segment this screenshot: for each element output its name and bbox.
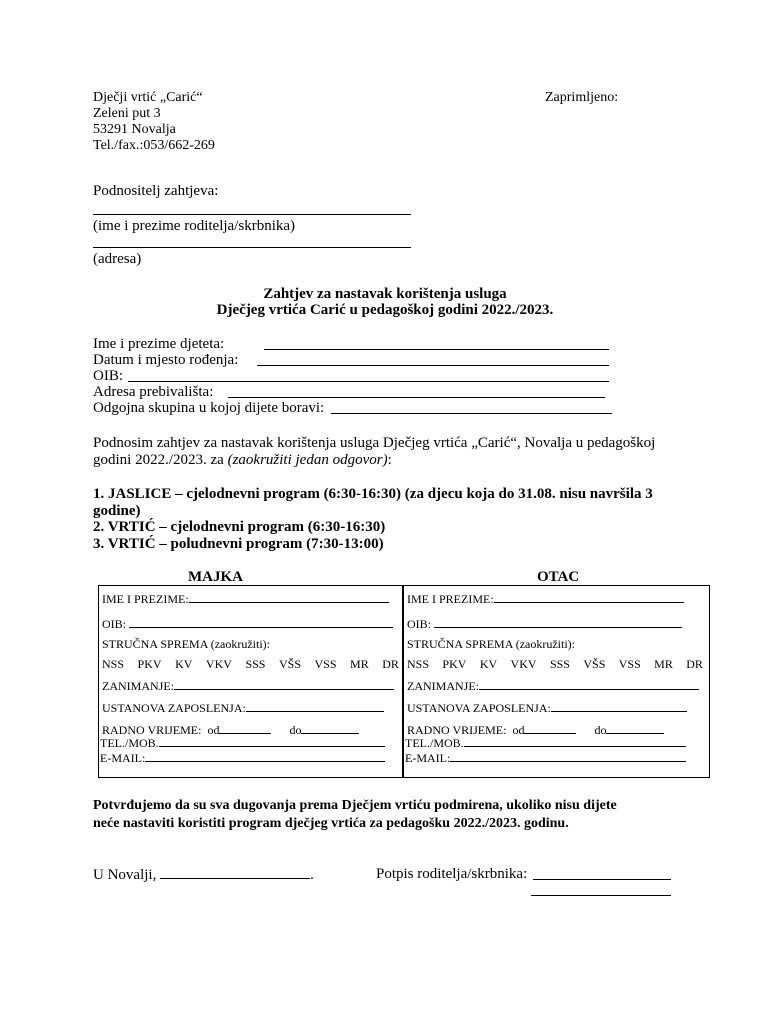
confirmation-line1: Potvrđujemo da su sva dugovanja prema Dječjem vrtiću podmirena, ukoliko nisu dijete (93, 798, 617, 813)
edu-option[interactable]: VSS (618, 657, 641, 671)
applicant-name-line[interactable] (93, 214, 411, 215)
applicant-address-line[interactable] (93, 247, 411, 248)
edu-option[interactable]: MR (654, 657, 673, 671)
mother-heading: MAJKA (188, 569, 243, 585)
father-email[interactable]: E-MAIL: (405, 750, 686, 765)
mother-phone[interactable]: TEL./MOB. (100, 735, 385, 750)
institution-name: Dječji vrtić „Carić“ (93, 90, 203, 105)
applicant-address-hint: (adresa) (93, 251, 142, 267)
edu-option[interactable]: SSS (549, 657, 570, 671)
mother-occupation[interactable]: ZANIMANJE: (102, 678, 394, 693)
edu-option[interactable]: PKV (137, 657, 162, 671)
father-employer[interactable]: USTANOVA ZAPOSLENJA: (407, 700, 687, 715)
signature-label: Potpis roditelja/skrbnika: (376, 866, 528, 882)
edu-option[interactable]: DR (382, 657, 399, 671)
request-line1: Podnosim zahtjev za nastavak korištenja usluga Dječjeg vrtića „Carić“, Novalja u pedagoškoj (93, 435, 656, 451)
received-label: Zaprimljeno: (545, 90, 619, 105)
father-education-options[interactable] (407, 657, 703, 671)
edu-option[interactable]: VKV (205, 657, 232, 671)
mother-name[interactable]: IME I PREZIME: (102, 591, 389, 606)
option-1[interactable]: 1. JASLICE – cjelodnevni program (6:30-16:30) (za djecu koja do 31.08. nisu navršila 3 (93, 486, 653, 502)
mother-education-label: STRUČNA SPREMA (zaokružiti): (102, 637, 271, 651)
mother-oib[interactable]: OIB: (102, 616, 393, 631)
child-address-label: Adresa prebivališta: (93, 384, 214, 400)
edu-option[interactable]: KV (479, 657, 498, 671)
applicant-name-hint: (ime i prezime roditelja/skrbnika) (93, 218, 296, 234)
mother-work-hours[interactable]: RADNO VRIJEME: od do (102, 722, 359, 737)
form-title-line2: Dječjeg vrtića Carić u pedagoškoj godini 2022./2023. (216, 302, 554, 318)
mother-employer[interactable]: USTANOVA ZAPOSLENJA: (102, 700, 384, 715)
child-group-line[interactable] (331, 413, 612, 414)
option-2[interactable]: 2. VRTIĆ – cjelodnevni program (6:30-16:30) (93, 519, 386, 535)
edu-option[interactable]: NSS (407, 657, 430, 671)
edu-option[interactable]: VSS (314, 657, 337, 671)
signature-line-2[interactable] (531, 895, 671, 896)
place-date[interactable]: U Novalji, . (93, 867, 314, 883)
option-1-cont[interactable]: godine) (93, 503, 141, 519)
father-heading: OTAC (537, 569, 580, 585)
edu-option[interactable]: DR (686, 657, 703, 671)
edu-option[interactable]: MR (350, 657, 369, 671)
edu-option[interactable]: VKV (510, 657, 537, 671)
signature-line[interactable] (533, 879, 671, 880)
child-oib-label: OIB: (93, 368, 123, 384)
father-oib[interactable]: OIB: (407, 616, 682, 631)
mother-education-options[interactable] (102, 657, 399, 671)
child-name-label: Ime i prezime djeteta: (93, 336, 225, 352)
father-occupation[interactable]: ZANIMANJE: (407, 678, 699, 693)
institution-city: 53291 Novalja (93, 122, 176, 137)
edu-option[interactable]: VŠS (583, 657, 606, 671)
child-birth-label: Datum i mjesto rođenja: (93, 352, 239, 368)
institution-street: Zeleni put 3 (93, 106, 161, 121)
option-3[interactable]: 3. VRTIĆ – poludnevni program (7:30-13:00) (93, 536, 384, 552)
edu-option[interactable]: NSS (102, 657, 125, 671)
confirmation-line2: neće nastaviti koristiti program dječjeg vrtića za pedagošku 2022./2023. godinu. (93, 816, 569, 831)
child-oib-line[interactable] (128, 381, 609, 382)
applicant-label: Podnositelj zahtjeva: (93, 183, 219, 199)
edu-option[interactable]: SSS (245, 657, 266, 671)
father-name[interactable]: IME I PREZIME: (407, 591, 684, 606)
edu-option[interactable]: VŠS (278, 657, 301, 671)
child-group-label: Odgojna skupina u kojoj dijete boravi: (93, 400, 325, 416)
child-birth-line[interactable] (257, 365, 609, 366)
institution-phone: Tel./fax.:053/662-269 (93, 138, 215, 153)
father-education-label: STRUČNA SPREMA (zaokružiti): (407, 637, 576, 651)
request-instruction: (zaokružiti jedan odgovor) (227, 452, 388, 468)
edu-option[interactable]: PKV (442, 657, 467, 671)
father-work-hours[interactable]: RADNO VRIJEME: od do (407, 722, 664, 737)
edu-option[interactable]: KV (175, 657, 193, 671)
request-line2: godini 2022./2023. za (zaokružiti jedan odgovor): (93, 452, 392, 468)
child-name-line[interactable] (264, 349, 609, 350)
father-phone[interactable]: TEL./MOB. (405, 735, 686, 750)
mother-email[interactable]: E-MAIL: (100, 750, 385, 765)
child-address-line[interactable] (228, 397, 605, 398)
form-title-line1: Zahtjev za nastavak korištenja usluga (263, 286, 507, 302)
